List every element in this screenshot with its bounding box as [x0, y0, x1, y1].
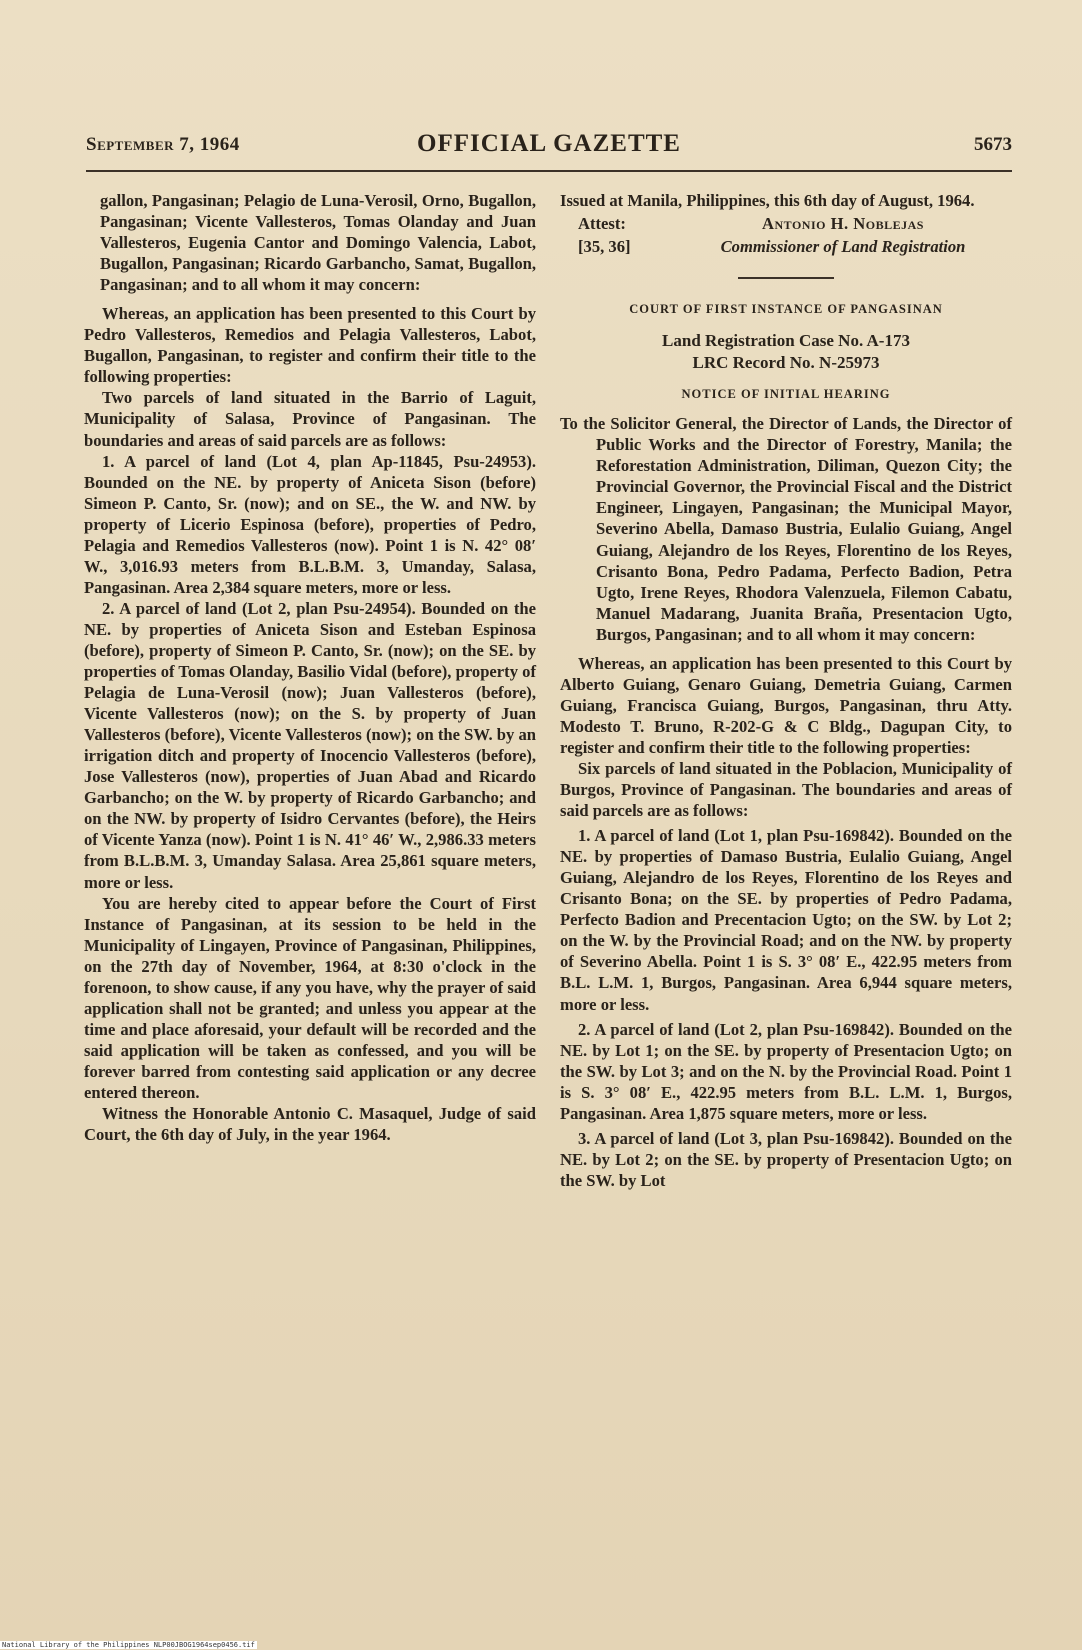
- issued-block: [560, 190, 1012, 211]
- page-header: [86, 130, 1012, 166]
- section-divider: [738, 277, 834, 279]
- attest-row: [560, 213, 1012, 234]
- paragraph-lot-2-burgos: 2. A parcel of land (Lot 2, plan Psu-169842). Bounded on the NE. by Lot 1; on the SE. by property of Presentacion Ugto; on the SW. by Lot 3; and on the N. by the Provincial Road. Point 1 is S. 3° 08′ E., 422.95 meters from B.L. L.M. 1, Burgos, Pangasinan. Area 1,875 square meters, more or less.: [560, 1019, 1012, 1123]
- header-title: OFFICIAL GAZETTE: [417, 130, 681, 157]
- case-number: Land Registration Case No. A-173: [662, 331, 910, 351]
- paragraph-lot-1: 1. A parcel of land (Lot 1, plan Psu-169842). Bounded on the NE. by properties of Damaso Bustria, Eulalio Guiang, Angel Guiang, Alejandro de los Reyes, Florentino de los Reyes and Crisanto Bona; on the SE. by properties of Pedro Padama, Perfecto Badion and Precentacion Ugto; on the SW. by Lot 2; on the W. by the Provincial Road; and on the NW. by property of Severino Abella. Point 1 is S. 3° 08′ E., 422.95 meters from B.L. L.M. 1, Burgos, Pangasinan. Area 6,944 square meters, more or less.: [560, 826, 1012, 1014]
- paragraph-lot-3: 3. A parcel of land (Lot 3, plan Psu-169842). Bounded on the NE. by Lot 2; on the SE. by property of Presentacion Ugto; on the SW. by Lot: [560, 1128, 1012, 1190]
- office-row: [560, 236, 1012, 257]
- paragraph-witness: Witness the Honorable Antonio C. Masaquel, Judge of said Court, the 6th day of July, in the year 1964.: [84, 1104, 536, 1145]
- scan-footer: National Library of the Philippines NLP00JBOG1964sep0456.tif: [2, 1641, 255, 1649]
- paragraph-whereas: Whereas, an application has been presented to this Court by Pedro Vallesteros, Remedios and Pelagia Vallesteros, Labot, Bugallon, Pangasinan, to register and confirm their title to the following properties:: [84, 304, 536, 387]
- addressees: To the Solicitor General, the Director of Lands, the Director of Public Works and the Director of Forestry, Manila; the Reforestation Administration, Diliman, Quezon City; the Provincial Governor, the Provincial Fiscal and the District Engineer, Lingayen, Pangasinan; the Municipal Mayor, Severino Abella, Damaso Bustria, Eulalio Guiang, Angel Guiang, Alejandro de los Reyes, Florentino de los Reyes, Crisanto Bona, Pedro Padama, Perfecto Badion, Petra Ugto, Irene Reyes, Rhodora Valenzuela, Filemon Cabatu, Manuel Madarang, Juanita Braña, Presentacion Ugto, Burgos, Pangasinan; and to all whom it may concern:: [560, 414, 1012, 644]
- signatory-office: Commissioner of Land Registration: [720, 237, 966, 257]
- issued-text: Issued at Manila, Philippines, this 6th day of August, 1964.: [560, 191, 975, 210]
- left-column: [84, 190, 536, 1145]
- addressees-continued: gallon, Pangasinan; Pelagio de Luna-Verosil, Orno, Bugallon, Pangasinan; Vicente Vallesteros, Tomas Olanday and Juan Vallesteros, Eugenia Cantor and Domingo Valencia, Labot, Bugallon, Pangasinan; Ricardo Garbancho, Samat, Bugallon, Pangasinan; and to all whom it may concern:: [100, 191, 536, 295]
- paragraph-citation: You are hereby cited to appear before the Court of First Instance of Pangasinan, at its session to be held in the Municipality of Lingayen, Province of Pangasinan, Philippines, on the 27th day of November, 1964, at 8:30 o'clock in the forenoon, to show cause, if any you have, why the prayer of said application shall not be granted; and unless you appear at the time and place aforesaid, your default will be recorded and the said application will be taken as confessed, and you will be forever barred from contesting said application or any decree entered thereon.: [84, 893, 536, 1102]
- header-rule: [86, 170, 1012, 172]
- header-page-number: 5673: [974, 134, 1012, 155]
- lrc-record: LRC Record No. N-25973: [692, 353, 880, 373]
- notice-title: NOTICE OF INITIAL HEARING: [681, 387, 891, 402]
- paragraph-lot-4: 1. A parcel of land (Lot 4, plan Ap-11845, Psu-24953). Bounded on the NE. by property of Aniceta Sison (before) Simeon P. Canto, Sr. (now); and on SE., the W. and NW. by property of Licerio Espinosa (before), properties of Pedro, Pelagia and Remedios Vallesteros (now). Point 1 is N. 42° 08′ W., 3,016.93 meters from B.L.B.M. 3, Umanday, Salasa, Pangasinan. Area 2,384 square meters, more or less.: [84, 451, 536, 597]
- issue-reference: [35, 36]: [578, 237, 631, 257]
- paragraph-six-parcels: Six parcels of land situated in the Poblacion, Municipality of Burgos, Province of Pangasinan. The boundaries and areas of said parcels are as follows:: [560, 758, 1012, 821]
- attest-label: Attest:: [578, 214, 626, 234]
- paragraph-lot-2: 2. A parcel of land (Lot 2, plan Psu-24954). Bounded on the NE. by properties of Aniceta Sison and Esteban Espinosa (before), property of Simeon P. Canto, Sr. (now); on the SE. by properties of Tomas Olanday, Basilio Vidal (before), property of Pelagia de Luna-Verosil (now); Juan Vallesteros (before), Vicente Vallesteros (now); on the S. by property of Juan Vallesteros (before), Vicente Vallesteros (now); on the SW. by an irrigation ditch and property of Inocencio Vallesteros (before), Jose Vallesteros (now), properties of Juan Abad and Ricardo Garbancho; on the W. by property of Ricardo Garbancho; and on the NW. by property of Isidro Cervantes (before), the Heirs of Vicente Yanza (now). Point 1 is N. 41° 46′ W., 2,986.33 meters from B.L.B.M. 3, Umanday Salasa. Area 25,861 square meters, more or less.: [84, 598, 536, 892]
- signatory-name: Antonio H. Noblejas: [762, 214, 924, 234]
- court-heading: COURT OF FIRST INSTANCE OF PANGASINAN: [629, 302, 943, 317]
- header-date: September 7, 1964: [86, 134, 240, 155]
- paragraph-parcels: Two parcels of land situated in the Barrio of Laguit, Municipality of Salasa, Province of Pangasinan. The boundaries and areas of said parcels are as follows:: [84, 388, 536, 450]
- paragraph-application: Whereas, an application has been presented to this Court by Alberto Guiang, Genaro Guiang, Demetria Guiang, Carmen Guiang, Francisca Guiang, Burgos, Pangasinan, thru Atty. Modesto T. Bruno, R-202-G & C Bldg., Dagupan City, to register and confirm their title to the following properties:: [560, 653, 1012, 757]
- right-column: [560, 190, 1012, 1191]
